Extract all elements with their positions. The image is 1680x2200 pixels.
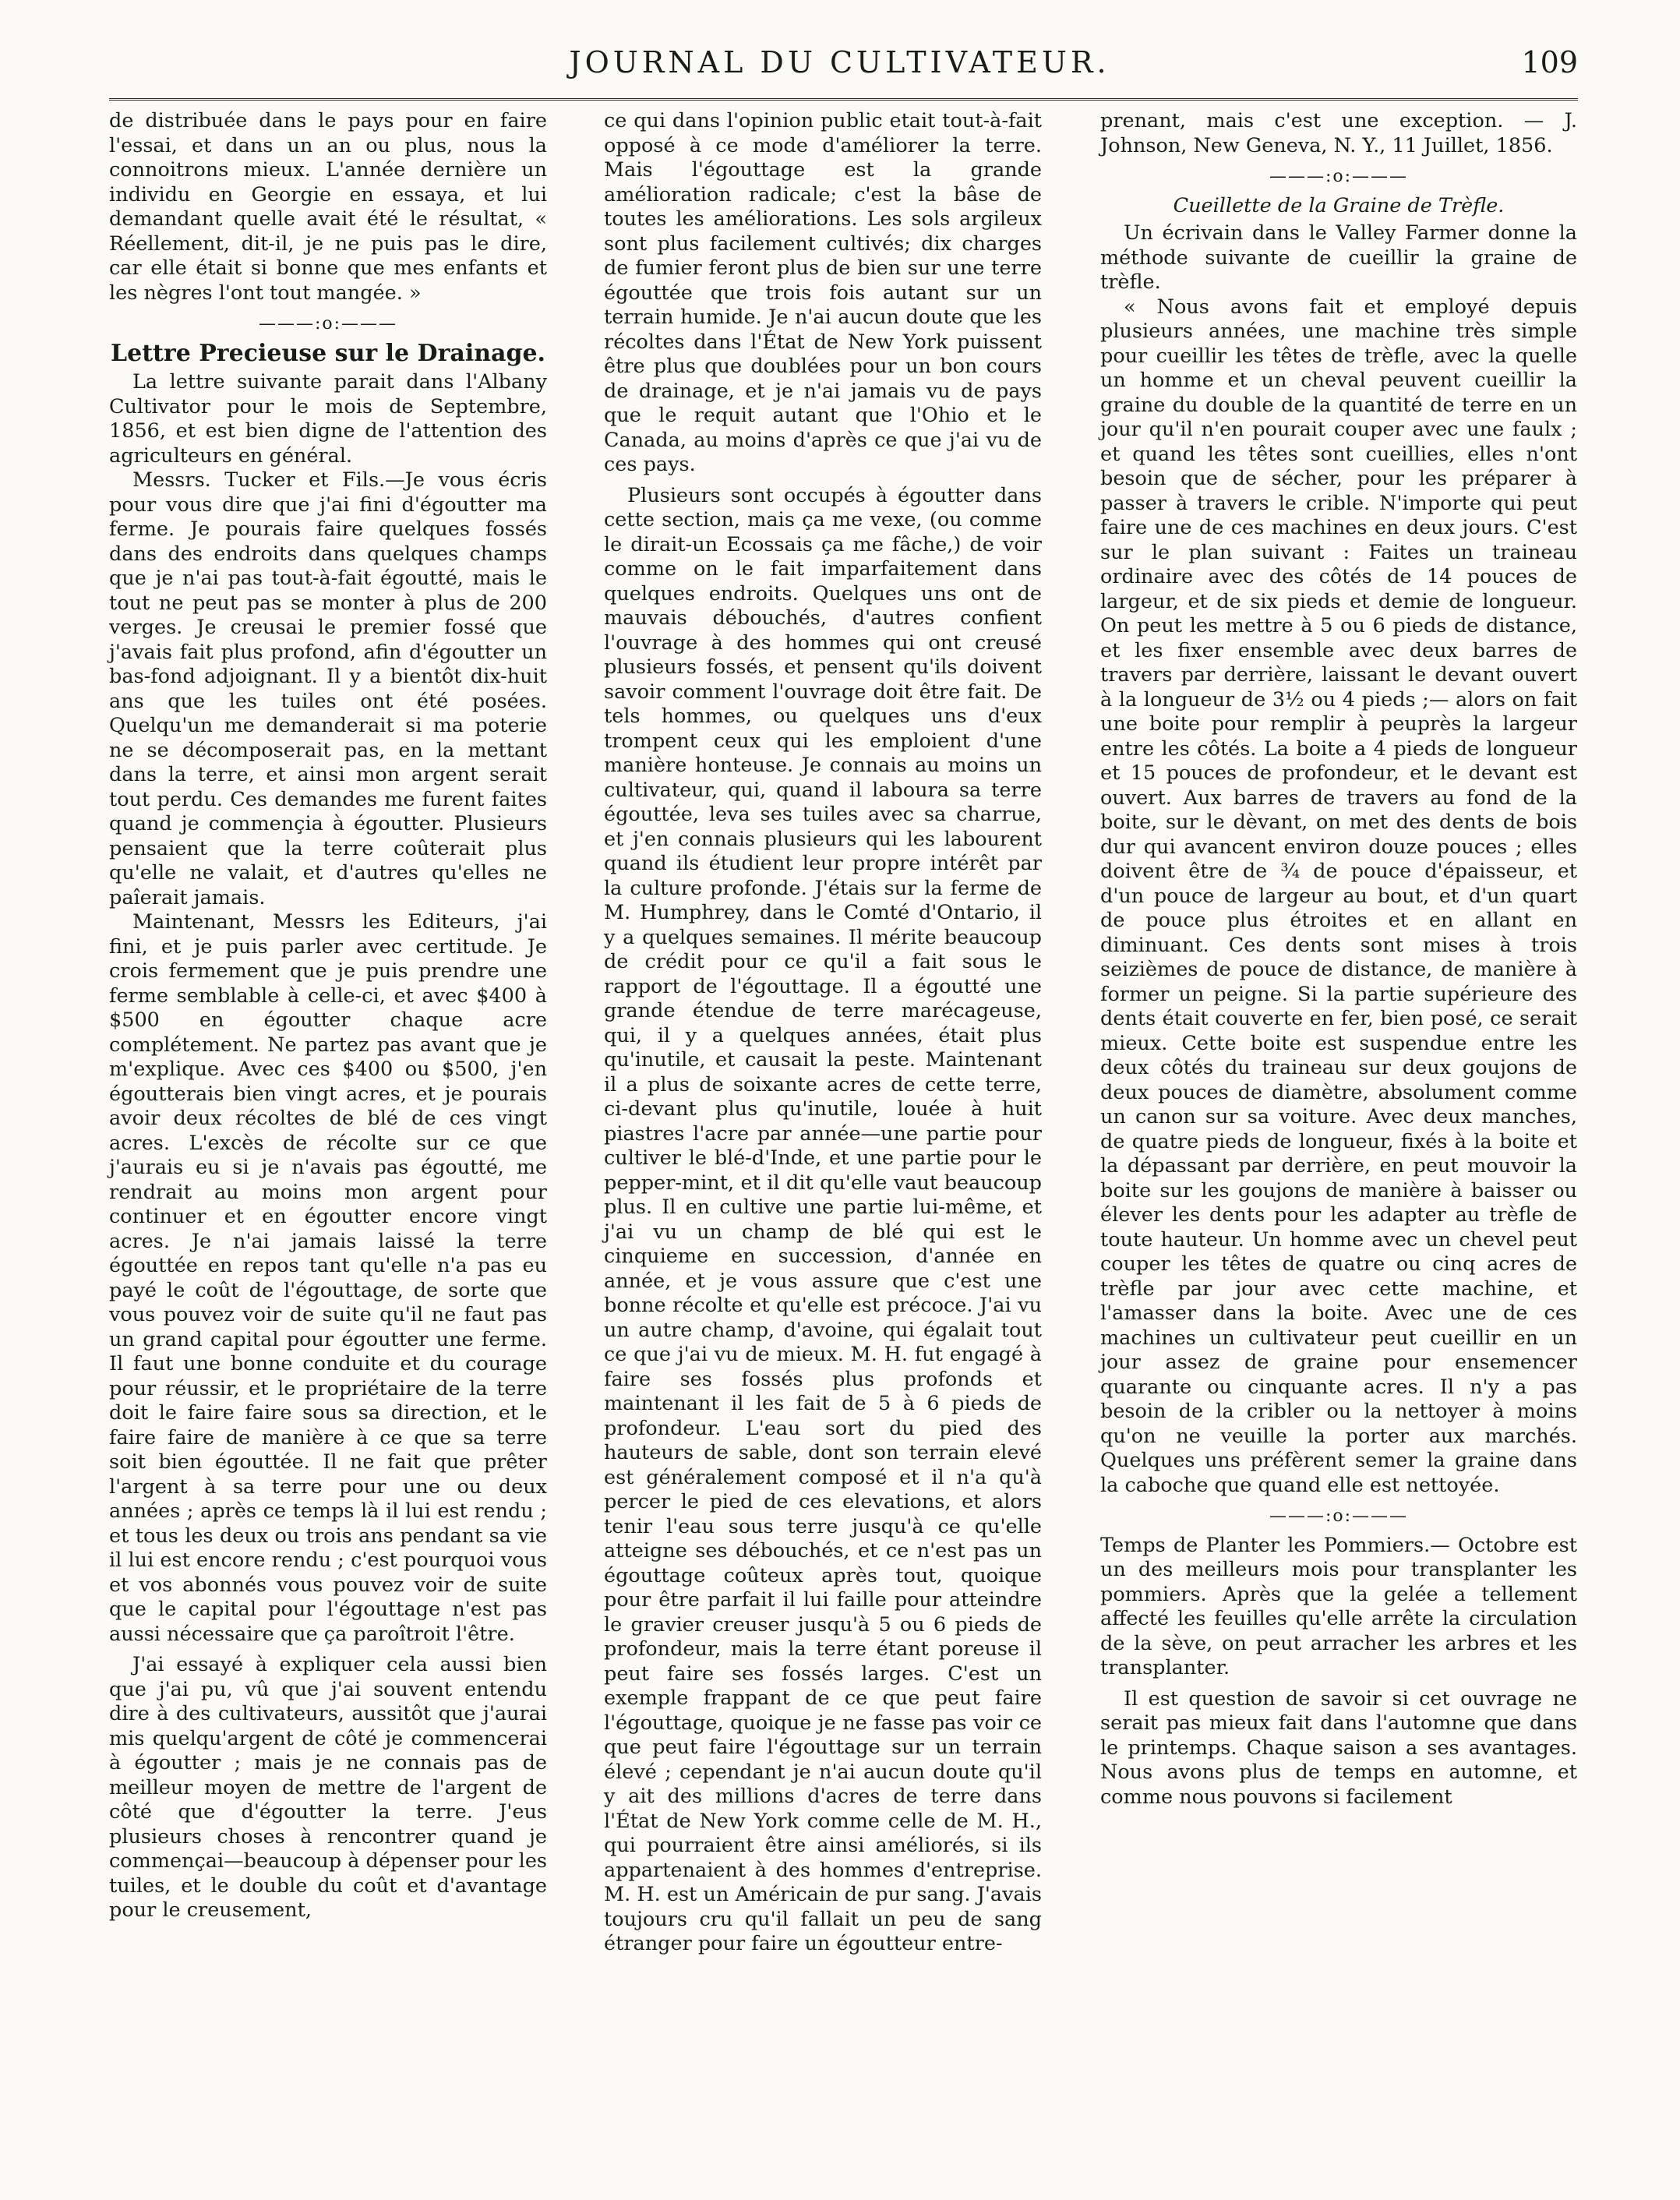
paragraph: ce qui dans l'opinion public etait tout-à-fait opposé à ce mode d'améliorer la terre. Mais l'égouttage est la grande amélioration radicale; c'est la bâse de toutes les améliorations. Les sols argileux sont plus facilement cultivés; dix charges de fumier feront plus de bien sur une terre égouttée que trois fois autant sur un terrain humide. Je n'ai aucun doute que les récoltes dans l'État de New York puissent être plus que doublées pour un bon cours de drainage, et je n'ai jamais vu de pays que le requit autant que l'Ohio et le Canada, au moins d'après ce que j'ai vu de ces pays. xyxy=(604,109,1042,476)
page-number: 109 xyxy=(1521,45,1578,79)
section-divider: ———:o:——— xyxy=(1269,1506,1409,1526)
paragraph: Plusieurs sont occupés à égoutter dans cette section, mais ça me vexe, (ou comme le dirait-un Ecossais ça me fâche,) de voir comme on le fait imparfaitement dans quelques endroits. Quelques uns ont de mauvais débouchés, d'autres confient l'ouvrage à des hommes qui ont creusé plusieurs fossés, et pensent qu'ils doivent savoir comment l'ouvrage doit être fait. De tels hommes, ou quelques uns d'eux trompent ceux qui les emploient d'une manière honteuse. Je connais au moins un cultivateur, qui, quand il laboura sa terre égouttée, leva ses tuiles avec sa charrue, et j'en connais plusieurs qui les labourent quand ils étudient leur propre intérêt par la culture profonde. J'étais sur la ferme de M. Humphrey, dans le Comté d'Ontario, il y a quelques semaines. Il mérite beaucoup de crédit pour ce qu'il a fait sous le rapport de l'égouttage. Il a égoutté une grande étendue de terre marécageuse, qui, il y a quelques années, était plus qu'inutile, et causait la peste. Maintenant il a plus de soixante acres de cette terre, ci-devant plus qu'inutile, louée à huit piastres l'acre par année—une partie pour cultiver le blé-d'Inde, et une partie pour le pepper-mint, et il dit qu'elle vaut beaucoup plus. Il en cultive une partie lui-même, et j'ai vu un champ de blé qui est le cinquieme en succession, d'année en année, et je vous assure que c'est une bonne récolte et qu'elle est précoce. J'ai vu un autre champ, d'avoine, qui égalait tout ce que j'ai vu de mieux. M. H. fut engagé à faire ses fossés plus profonds et maintenant il les fait de 5 à 6 pieds de profondeur. L'eau sort du pied des hauteurs de sable, dont son terrain elevé est généralement composé et il n'a qu'à percer le pied de ces elevations, et alors tenir l'eau sous terre jusqu'à ce qu'elle atteigne ses débouchés, et ce n'est pas un égouttage coûteux après tout, quoique pour être parfait il lui faille pour atteindre le gravier creuser jusqu'à 5 ou 6 pieds de profondeur, mais la terre étant poreuse il peut faire ses fossés larges. C'est un exemple frappant de ce que peut faire l'égouttage, quoique je ne fasse pas voir ce que peut faire l'égouttage sur un terrain élevé ; cependant je n'ai aucun doute qu'il y ait des millions d'acres de terre dans l'État de New York comme celle de M. H., qui pourraient être ainsi améliorés, si ils appartenaient à des hommes d'entreprise. M. H. est un Américain de pur sang. J'avais toujours cru qu'il fallait un peu de sang étranger pour faire un égoutteur entre- xyxy=(604,483,1042,1955)
page-header xyxy=(101,41,1578,95)
article-heading: Cueillette de la Graine de Trèfle. xyxy=(1173,193,1505,217)
paragraph: prenant, mais c'est une exception. — J. Johnson, New Geneva, N. Y., 11 Juillet, 1856. xyxy=(1100,109,1577,157)
paragraph: Temps de Planter les Pommiers.— Octobre est un des meilleurs mois pour transplanter les pommiers. Après que la gelée a tellement affecté les feuilles qu'elle arrête la circulation de la sève, on peut arracher les arbres et les transplanter. xyxy=(1100,1533,1577,1679)
paragraph: La lettre suivante parait dans l'Albany Cultivator pour le mois de Septembre, 1856, et est bien digne de l'attention des agriculteurs en général. xyxy=(109,370,547,468)
paragraph: Un écrivain dans le Valley Farmer donne la méthode suivante de cueillir la graine de trèfle. xyxy=(1100,221,1577,294)
paragraph: J'ai essayé à expliquer cela aussi bien que j'ai pu, vû que j'ai souvent entendu dire à des cultivateurs, aussitôt que j'aurai mis quelqu'argent de côté je commencerai à égoutter ; mais je ne connais pas de meilleur moyen de mettre de l'argent de côté que d'égoutter la terre. J'eus plusieurs choses à rencontrer quand je commençai—beaucoup à dépenser pour les tuiles, et le double du coût et d'avantage pour le creusement, xyxy=(109,1653,547,1922)
paragraph: « Nous avons fait et employé depuis plusieurs années, une machine très simple pour cueillir les têtes de trèfle, avec la quelle un homme et un cheval peuvent cueillir la graine du double de la quantité de terre en un jour qu'il n'en pourait couper avec une faulx ; et quand les têtes sont cueillies, elles n'ont besoin que de sécher, pour les préparer à passer à travers le crible. N'importe qui peut faire une de ces machines en deux jours. C'est sur le plan suivant : Faites un traineau ordinaire avec des côtés de 14 pouces de largeur, et de six pieds et demie de longueur. On peut les mettre à 5 ou 6 pieds de distance, et les fixer ensemble avec deux barres de travers par derrière, laissant le devant ouvert à la longueur de 3½ ou 4 pieds ;— alors on fait une boite pour remplir à peuprès la largeur entre les côtés. La boite a 4 pieds de longueur et 15 pouces de profondeur, et le devant est ouvert. Aux barres de travers au fond de la boite, sur le dèvant, on met des dents de bois dur qui avancent environ douze pouces ; elles doivent être de ¾ de pouce d'épaisseur, et d'un pouce de largeur au bout, et d'un quart de pouce plus étroites et en allant en diminuant. Ces dents sont mises à trois seizièmes de pouce de distance, de manière à former un peigne. Si la partie supérieure des dents était couverte en fer, bien posé, ce serait mieux. Cette boite est suspendue entre les deux côtés du traineau sur deux goujons de deux pouces de diamètre, absolument comme un canon sur sa voiture. Avec deux manches, de quatre pieds de longueur, fixés à la boite et la dépassant par derrière, en peut mouvoir la boite sur les goujons de manière à baisser ou élever les dents pour les adapter au trèfle de toute hauteur. Un homme avec un chevel peut couper les têtes de quatre ou cinq acres de trèfle par jour avec cette machine, et l'amasser dans la boite. Avec une de ces machines un cultivateur peut cueillir en un jour assez de graine pour ensemencer quarante ou cinquante acres. Il n'y a pas besoin de la cribler ou la nettoyer à moins qu'on ne veuille la porter aux marchés. Quelques uns préfèrent semer la graine dans la caboche que quand elle est nettoyée. xyxy=(1100,295,1577,1497)
journal-title: JOURNAL DU CULTIVATEUR. xyxy=(569,45,1110,79)
column-right xyxy=(1100,109,1577,1810)
paragraph: Maintenant, Messrs les Editeurs, j'ai fini, et je puis parler avec certitude. Je crois fermement que je puis prendre une ferme semblable à celle-ci, et avec $400 à $500 en égoutter chaque acre complétement. Ne partez pas avant que je m'explique. Avec ces $400 ou $500, j'en égoutterais bien vingt acres, et je pourais avoir deux récoltes de blé de ces vingt acres. L'excès de récolte sur ce que j'aurais eu si je n'avais pas égoutté, me rendrait au moins mon argent pour continuer et en égoutter encore vingt acres. Je n'ai jamais laissé la terre égouttée en repos tant qu'elle n'a pas eu payé le coût de l'égouttage, de sorte que vous pouvez voir de suite qu'il ne faut pas un grand capital pour égoutter une ferme. Il faut une bonne conduite et du courage pour réussir, et le propriétaire de la terre doit le faire faire sous sa direction, et le faire faire de manière à ce que sa terre soit bien égouttée. Il ne fait que prêter l'argent à sa terre pour une ou deux années ; après ce temps là il lui est rendu ; et tous les deux ou trois ans pendant sa vie il lui est encore rendu ; c'est pourquoi vous et vos abonnés vous pouvez voir de suite que le capital pour l'égouttage n'est pas aussi nécessaire que ça paroîtroit l'être. xyxy=(109,910,547,1646)
section-divider: ———:o:——— xyxy=(258,314,398,334)
section-divider: ———:o:——— xyxy=(1269,167,1409,186)
header-rule xyxy=(109,98,1578,101)
column-middle xyxy=(604,109,1042,1957)
column-left xyxy=(109,109,547,1923)
paragraph: Messrs. Tucker et Fils.—Je vous écris pour vous dire que j'ai fini d'égoutter ma ferme. Je pourais faire quelques fossés dans des endroits dans quelques champs que je n'ai pas tout-à-fait égoutté, mais le tout ne peut pas se monter à plus de 200 verges. Je creusai le premier fossé que j'avais fait plus profond, afin d'égoutter un bas-fond adjoignant. Il y a bientôt dix-huit ans que les tuiles ont été posées. Quelqu'un me demanderait si ma poterie ne se décomposerait pas, en la mettant dans la terre, et ainsi mon argent serait tout perdu. Ces demandes me furent faites quand je commençia à égoutter. Plusieurs pensaient que la terre coûterait plus qu'elle ne valait, et d'autres qu'elles ne paîerait jamais. xyxy=(109,468,547,909)
paragraph: Il est question de savoir si cet ouvrage ne serait pas mieux fait dans l'automne que dans le printemps. Chaque saison a ses avantages. Nous avons plus de temps en automne, et comme nous pouvons si facilement xyxy=(1100,1686,1577,1809)
paragraph: de distribuée dans le pays pour en faire l'essai, et dans un an ou plus, nous la connoitrons mieux. L'année dernière un individu en Georgie en essaya, et lui demandant quelle avait été le résultat, « Réellement, dit-il, je ne puis pas le dire, car elle était si bonne que mes enfants et les nègres l'ont tout mangée. » xyxy=(109,109,547,305)
article-heading: Lettre Precieuse sur le Drainage. xyxy=(111,339,545,367)
